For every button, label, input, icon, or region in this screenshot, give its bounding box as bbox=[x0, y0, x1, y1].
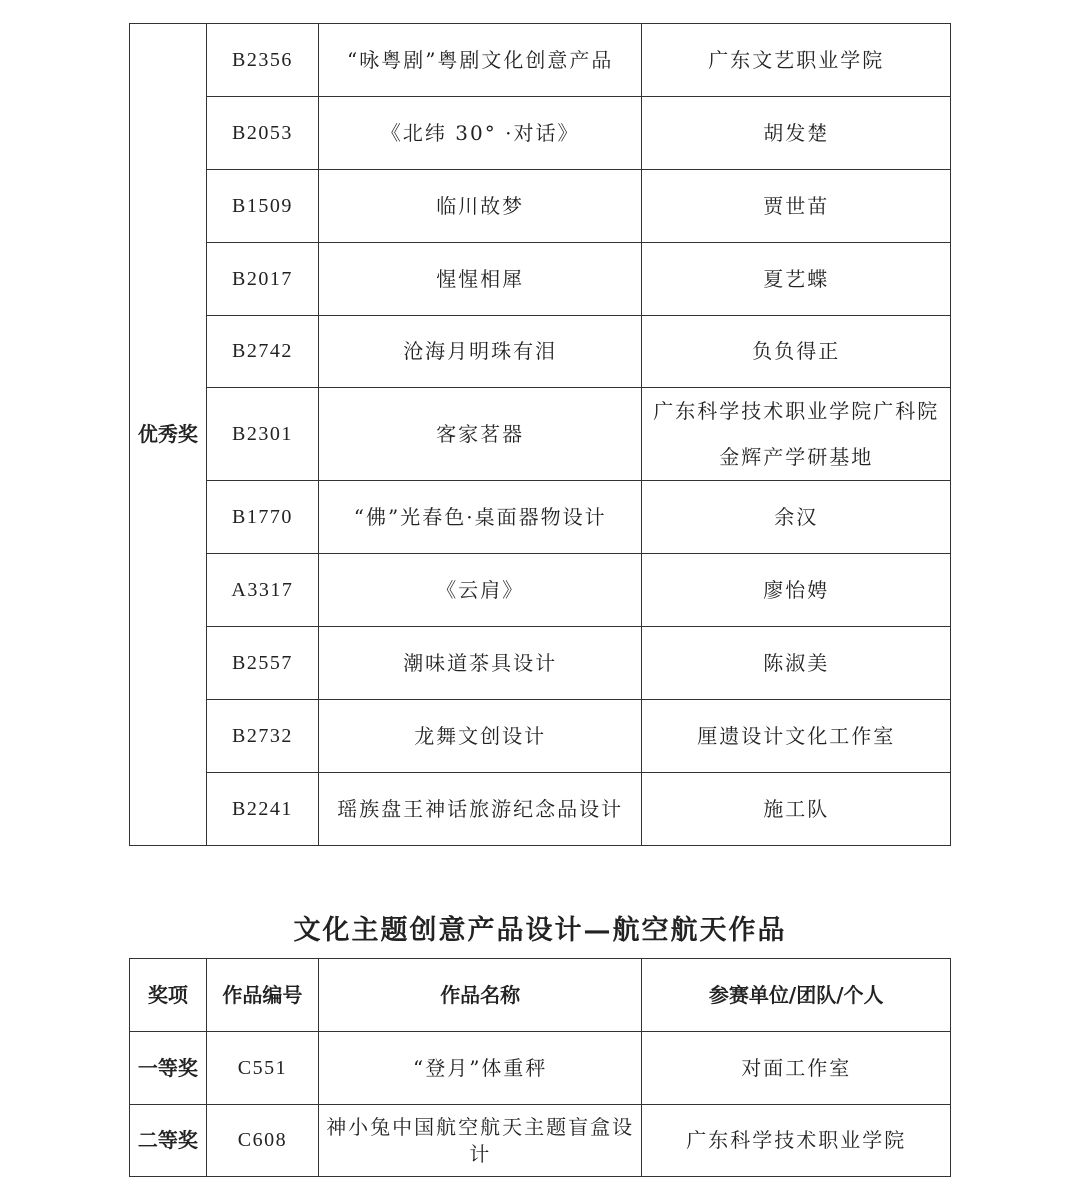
name-cell: 沧海月明珠有泪 bbox=[318, 316, 641, 388]
code-cell: B2301 bbox=[206, 388, 318, 481]
unit-cell: 施工队 bbox=[642, 773, 951, 846]
code-cell: A3317 bbox=[206, 554, 318, 627]
unit-cell: 夏艺蝶 bbox=[642, 243, 951, 316]
name-cell: 瑶族盘王神话旅游纪念品设计 bbox=[318, 773, 641, 846]
unit-cell: 贾世苗 bbox=[642, 170, 951, 243]
name-cell: 惺惺相犀 bbox=[318, 243, 641, 316]
table-row bbox=[130, 24, 951, 97]
unit-cell: 余汉 bbox=[642, 481, 951, 554]
name-cell: 客家茗器 bbox=[318, 388, 641, 481]
award-cell: 二等奖 bbox=[130, 1105, 207, 1177]
table-row bbox=[130, 554, 951, 627]
code-cell: C608 bbox=[206, 1105, 318, 1177]
header-code: 作品编号 bbox=[206, 959, 318, 1032]
table-row bbox=[130, 243, 951, 316]
award-cell: 优秀奖 bbox=[130, 24, 207, 846]
table-row bbox=[130, 97, 951, 170]
code-cell: B1770 bbox=[206, 481, 318, 554]
section-title: 文化主题创意产品设计—航空航天作品 bbox=[293, 915, 787, 946]
code-cell: B2356 bbox=[206, 24, 318, 97]
table-row bbox=[130, 316, 951, 388]
code-cell: C551 bbox=[206, 1032, 318, 1105]
unit-cell: 厘遗设计文化工作室 bbox=[642, 700, 951, 773]
header-name: 作品名称 bbox=[318, 959, 641, 1032]
unit-cell: 负负得正 bbox=[642, 316, 951, 388]
name-cell: “登月”体重秤 bbox=[318, 1032, 641, 1105]
table-row bbox=[130, 1032, 951, 1105]
table-row bbox=[130, 700, 951, 773]
name-cell: 《云肩》 bbox=[318, 554, 641, 627]
table-row bbox=[130, 1105, 951, 1177]
code-cell: B1509 bbox=[206, 170, 318, 243]
table-row bbox=[130, 627, 951, 700]
table-row bbox=[130, 773, 951, 846]
awards-table-excellent bbox=[129, 23, 951, 846]
name-cell: 潮味道茶具设计 bbox=[318, 627, 641, 700]
table-row bbox=[130, 388, 951, 481]
table-header-row bbox=[130, 959, 951, 1032]
header-unit: 参赛单位/团队/个人 bbox=[642, 959, 951, 1032]
name-cell: 神小兔中国航空航天主题盲盒设计 bbox=[318, 1105, 641, 1177]
code-cell: B2017 bbox=[206, 243, 318, 316]
unit-cell: 对面工作室 bbox=[642, 1032, 951, 1105]
code-cell: B2241 bbox=[206, 773, 318, 846]
code-cell: B2557 bbox=[206, 627, 318, 700]
table-row bbox=[130, 170, 951, 243]
unit-cell: 廖怡娉 bbox=[642, 554, 951, 627]
unit-cell: 胡发楚 bbox=[642, 97, 951, 170]
name-cell: 《北纬 30° ·对话》 bbox=[318, 97, 641, 170]
header-award: 奖项 bbox=[130, 959, 207, 1032]
name-cell: “咏粤剧”粤剧文化创意产品 bbox=[318, 24, 641, 97]
unit-cell: 广东文艺职业学院 bbox=[642, 24, 951, 97]
award-cell: 一等奖 bbox=[130, 1032, 207, 1105]
name-cell: “佛”光春色·桌面器物设计 bbox=[318, 481, 641, 554]
code-cell: B2732 bbox=[206, 700, 318, 773]
code-cell: B2742 bbox=[206, 316, 318, 388]
unit-cell: 陈淑美 bbox=[642, 627, 951, 700]
table-row bbox=[130, 481, 951, 554]
name-cell: 临川故梦 bbox=[318, 170, 641, 243]
name-cell: 龙舞文创设计 bbox=[318, 700, 641, 773]
unit-cell: 广东科学技术职业学院 bbox=[642, 1105, 951, 1177]
code-cell: B2053 bbox=[206, 97, 318, 170]
unit-cell: 广东科学技术职业学院广科院金辉产学研基地 bbox=[642, 388, 951, 481]
awards-table-aerospace bbox=[129, 958, 951, 1177]
